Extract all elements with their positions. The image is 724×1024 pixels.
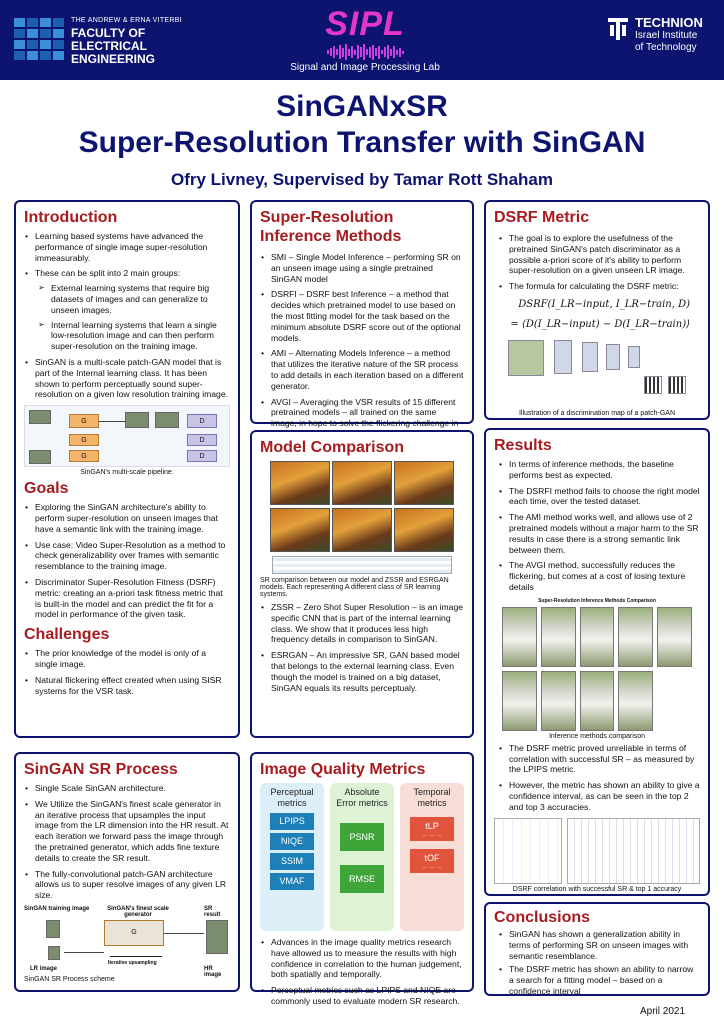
poster-date: April 2021 [640,1006,686,1017]
goals-bullet: • Use case: Video Super-Resolution as a method to check generalizability over frames with semantic resemblance to the training image. [24,540,230,572]
comparison-panel [250,430,474,738]
training-image-label: SinGAN training image [24,905,90,912]
results-figure-title: Super-Resolution Inference Methods Comparison [538,597,656,604]
metric-box: LPIPS [270,813,314,830]
faculty-line: FACULTY OF [71,26,146,40]
technion-emblem-icon [606,16,630,42]
process-caption: SinGAN SR Process scheme [24,975,115,983]
conclusions-bullet: • The DSRF metric has shown an ability to narrow a search for a fitting model – based on a confidence interval [498,964,700,996]
singan-pipeline-diagram: G G G D D D [24,405,230,467]
introduction-sub-bullet: ➢ External learning systems that require big datasets of images and can generalize to unseen images. [35,283,230,315]
dsrf-correlation-graphs [494,818,700,884]
results-figure-caption: Inference methods comparison [548,732,646,740]
comparison-image [332,508,392,552]
dsrf-bullet: • The goal is to explore the usefulness of the pretrained SinGAN's patch discriminator as a possible a-priori score of it's ability to perform super-resolution on a given unseen LR image. [498,233,700,276]
perceptual-metrics-column [260,783,324,931]
poster-title-line1: SinGANxSR [276,90,448,123]
inference-result-image [502,671,537,731]
lab-name: Signal and Image Processing Lab [290,62,440,73]
metric-box-label: tLP [425,821,439,831]
lr-image-label: LR image [30,965,58,972]
inference-result-image [541,607,576,667]
introduction-heading: Introduction [24,209,118,226]
absolute-error-metrics-header: Absolute Error metrics [336,787,388,808]
inference-panel [250,200,474,429]
comparison-image [270,508,330,552]
comparison-caption: SR comparison between our model and ZSSR and ESRGAN models. Each representing A different class of SR learning systems. [260,577,449,598]
inference-result-image [618,607,653,667]
poster-authors: Ofry Livney, Supervised by Tamar Rott Shaham [171,170,553,189]
faculty-small-text: THE ANDREW & ERNA VITERBI [71,17,182,24]
metric-box: RMSE [340,865,384,893]
goals-bullet: • Discriminator Super-Resolution Fitness (DSRF) metric: creating an a-priori task fitness metric that is built-in the model and can predict the fit for a model in performance of the given task. [24,577,230,620]
formula-glyph-icon: — · — · — [422,864,442,869]
metric-box-label: tOF [424,853,440,863]
process-diagram: SinGAN training image SinGAN's finest scale generator SR result G LR image Iterative upsampling HR image [24,906,230,976]
sr-result-label: SR result [204,905,221,918]
conclusions-panel [484,902,710,996]
absolute-error-metrics-column [330,783,394,931]
process-panel [14,752,240,992]
results-bullet: • The AMI method works well, and allows use of 2 pretrained models without a major harm to the SR results in case there is a strong semantic link between them. [498,512,700,555]
conclusions-heading: Conclusions [494,909,591,926]
metric-box: VMAF [270,873,314,890]
formula-glyph-icon: — · — · — [422,832,442,837]
lab-logo-text: SIPL [325,5,405,43]
dsrf-caption: Illustration of a discrimination map of a patch-GAN [518,409,675,417]
dsrf-formula-line1: DSRF(I_LR−input, I_LR−train, D) [518,298,690,310]
inference-result-image [657,607,692,667]
introduction-bullet [24,268,230,352]
graph-caption: DSRF correlation with successful SR & top 1 accuracy [512,885,682,893]
inference-bullet: • SMI – Single Model Inference – performing SR on an unseen image using a single pretrained SinGAN model [260,252,464,284]
introduction-bullet: • Learning based systems have advanced the performance of single image super-resolution immeasurably. [24,231,230,263]
conclusions-bullet: • SinGAN has shown a generalization ability in terms of performing SR on unseen images with semantic resemblance. [498,929,700,961]
inference-bullet: • AMI – Alternating Models Inference – a method that utilizes the iterative nature of the SR process to add details in each iteration based on a different generator. [260,348,464,391]
process-bullet: • We Utilize the SinGAN's finest scale generator in an iterative process that upsamples the input image from the LR dimension into the HR result. At each iteration we forward pass the image through the pretrained generator, which adds fine texture details to create the SR result. [24,799,230,864]
temporal-metrics-column [400,783,464,931]
technion-sub-line: Israel Institute [635,30,698,41]
comparison-bullet: • ESRGAN – An impressive SR, GAN based model that belongs to the external learning class. Even though the model is trained on a big dataset, SinGAN equals its results perceptualy. [260,650,464,693]
inference-result-image [541,671,576,731]
lab-logo [280,6,450,73]
results-bullet: • The AVGI method, successfully reduces the flickering, but comes at a cost of losing texture details [498,560,700,592]
introduction-panel [14,200,240,738]
iterative-upsampling-label: Iterative upsampling [108,959,157,966]
technion-sub-line: of Technology [635,42,697,53]
introduction-bullet: • SinGAN is a multi-scale patch-GAN model that is part of the Internal learning class. It has been shown to perform perceptually sound super-resolution on a given low resolution training image. [24,357,230,400]
results-bullet: • The DSRF metric proved unreliable in terms of correlation with successful SR – as measured by the LPIPS metric. [498,743,700,775]
results-heading: Results [494,437,552,454]
challenges-heading: Challenges [24,626,110,644]
comparison-heading: Model Comparison [260,439,405,456]
iqm-heading: Image Quality Metrics [260,761,426,778]
inference-comparison-figure [502,607,692,731]
inference-result-image [580,671,615,731]
faculty-line: ELECTRICAL [71,39,147,53]
metric-box: PSNR [340,823,384,851]
faculty-logo [14,14,182,66]
inference-heading: Super-Resolution Inference Methods [260,209,402,245]
comparison-image [394,508,454,552]
inference-bullet: • DSRFI – DSRF best Inference – a method that decides which pretrained model to use based on the most fitting model for the task based on the minimum absolute DSRF score out of the optional models. [260,289,464,343]
results-bullet: • The DSRFI method fails to choose the right model each time, over the tested dataset. [498,486,700,508]
inference-result-image [618,671,653,731]
hr-image-label: HR image [204,965,222,978]
metric-box: NIQE [270,833,314,850]
dsrf-scatter-graph [494,818,562,884]
perceptual-metrics-header: Perceptual metrics [270,787,314,808]
comparison-bullet: • ZSSR – Zero Shot Super Resolution – is an image specific CNN that is part of the internal learning class. We show that it produces less high frequency details in comparison to SinGAN. [260,602,464,645]
process-heading: SinGAN SR Process [24,761,178,778]
dsrf-heading: DSRF Metric [494,209,590,226]
dsrf-panel [484,200,710,420]
results-bullet: • However, the metric has shown an ability to give a confidence interval, as can be seen in the top 2 and top 3 accuracies. [498,780,700,812]
discrimination-map-illustration [494,336,700,408]
inference-result-image [580,607,615,667]
metric-box [410,817,454,841]
iqm-panel [250,752,474,1006]
results-panel [484,428,710,896]
soundwave-icon [280,44,450,60]
poster-title-line2: Super-Resolution Transfer with SinGAN [78,126,646,159]
challenges-bullet: • The prior knowledge of the model is only of a single image. [24,648,230,670]
temporal-metrics-header: Temporal metrics [413,787,451,808]
challenges-bullet: • Natural flickering effect created when using SISR systems for the VSR task. [24,675,230,697]
goals-heading: Goals [24,480,69,498]
comparison-images-row [260,508,464,552]
iqm-bullet: • Perceptual metrics such as LPIPS and NIQE are commonly used to evaluate modern SR research. [260,985,464,1007]
technion-name: TECHNION [635,15,703,30]
introduction-sub-bullet: ➢ Internal learning systems that learn a single low-resolution image and can then perform super-resolution on the training image. [35,320,230,352]
process-bullet: • Single Scale SinGAN architecture. [24,783,230,794]
pipeline-caption: SinGAN's multi-scale pipeline. [80,469,174,477]
faculty-line: ENGINEERING [71,52,156,66]
dsrf-accuracy-graph [567,818,700,884]
results-bullet: • In terms of inference methods, the baseline performs best as expected. [498,459,700,481]
comparison-images-row [260,461,464,505]
comparison-table-image [272,556,452,574]
generator-label: SinGAN's finest scale generator [107,905,169,918]
iqm-bullet: • Advances in the image quality metrics research have allowed us to measure the results with high confidence in correlation to the human judgement, both spatially and temporally. [260,937,464,980]
dsrf-bullet: • The formula for calculating the DSRF metric: [498,281,700,292]
inference-bullet: • AVGI – Averaging the VSR results of 15 different pretrained models – all trained on the same image, in hope to solve the flickering challenge in [260,397,464,440]
comparison-image [332,461,392,505]
header-banner [0,0,724,80]
metric-box: SSIM [270,853,314,870]
comparison-image [394,461,454,505]
faculty-grid-icon [14,18,64,60]
dsrf-formula-line2: = ⟨D(I_LR−input) − D(I_LR−train)⟩ [510,318,690,330]
comparison-image [270,461,330,505]
goals-bullet: • Exploring the SinGAN architecture's ability to perform super-resolution on unseen images that have a semantic link with the training image. [24,502,230,534]
process-bullet: • The fully-convolutional patch-GAN architecture allows us to super resolve images of any given LR size. [24,869,230,901]
iqm-table [260,783,464,931]
metric-box [410,849,454,873]
introduction-bullet-text: These can be split into 2 main groups: [35,268,181,279]
inference-result-image [502,607,537,667]
technion-logo [606,16,703,54]
